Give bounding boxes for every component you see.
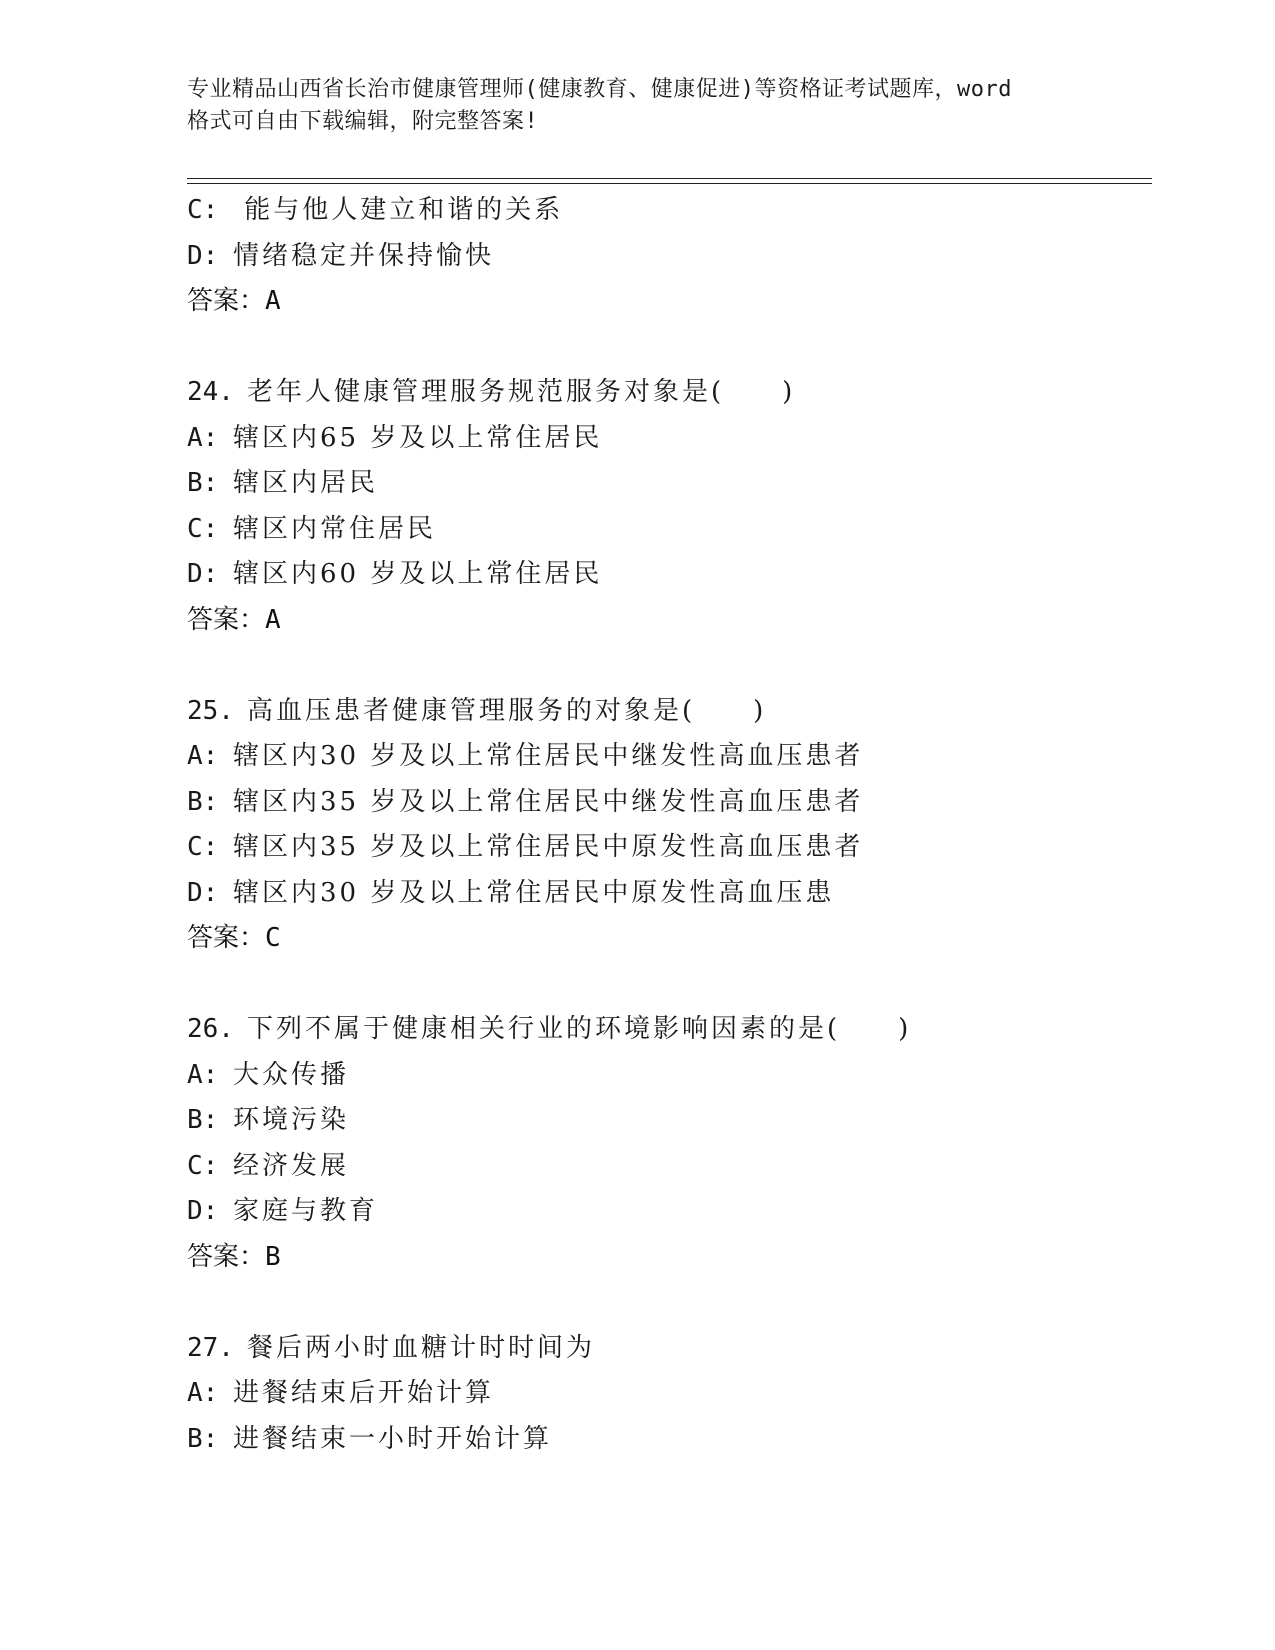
question-stem <box>187 1007 1152 1053</box>
option-label: C: <box>187 513 219 544</box>
option-line <box>187 461 1152 507</box>
question-text: 高血压患者健康管理服务的对象是( ) <box>247 695 767 726</box>
option-label: B: <box>187 468 219 498</box>
answer-line <box>187 916 1152 962</box>
answer-label: 答案： <box>187 286 266 316</box>
question-number: 25. <box>187 695 234 726</box>
option-line <box>187 552 1152 598</box>
option-text: 情绪稳定并保持愉快 <box>233 240 495 271</box>
option-text: 进餐结束后开始计算 <box>233 1378 495 1408</box>
option-label: D: <box>187 877 219 908</box>
option-line <box>187 825 1152 871</box>
option-text: 大众传播 <box>233 1059 350 1090</box>
option-text: 家庭与教育 <box>233 1196 379 1226</box>
option-label: B: <box>187 1105 219 1135</box>
question-stem <box>187 689 1152 735</box>
answer-value: C <box>265 923 281 953</box>
spacer <box>187 325 1152 371</box>
question-text: 老年人健康管理服务规范服务对象是( ) <box>247 377 796 407</box>
question-number: 26. <box>187 1014 234 1044</box>
answer-line <box>187 279 1152 325</box>
continued-question <box>187 188 1152 325</box>
question-26 <box>187 1007 1152 1280</box>
option-line <box>187 234 1152 280</box>
header-line-2: 格式可自由下载编辑，附完整答案! <box>187 109 539 134</box>
option-label: C: <box>187 195 219 225</box>
option-label: B: <box>187 1423 219 1454</box>
option-text: 环境污染 <box>233 1105 350 1135</box>
question-text: 下列不属于健康相关行业的环境影响因素的是( ) <box>247 1014 912 1044</box>
question-27 <box>187 1326 1152 1463</box>
option-label: D: <box>187 1196 219 1226</box>
option-line <box>187 1144 1152 1190</box>
answer-value: B <box>265 1241 281 1272</box>
spacer <box>187 1280 1152 1326</box>
spacer <box>187 962 1152 1008</box>
document-header <box>187 74 1087 138</box>
option-line <box>187 1417 1152 1463</box>
option-label: C: <box>187 1150 219 1181</box>
header-rule-top <box>187 178 1152 179</box>
option-label: D: <box>187 240 219 271</box>
header-line-1: 专业精品山西省长治市健康管理师(健康教育、健康促进)等资格证考试题库，word <box>187 77 1012 102</box>
option-text: 辖区内65 岁及以上常住居民 <box>233 422 603 453</box>
option-text: 辖区内35 岁及以上常住居民中原发性高血压患者 <box>233 832 864 862</box>
option-line <box>187 1053 1152 1099</box>
option-text: 能与他人建立和谐的关系 <box>233 195 564 225</box>
option-text: 辖区内居民 <box>233 468 379 498</box>
option-line <box>187 1371 1152 1417</box>
option-line <box>187 1098 1152 1144</box>
option-text: 辖区内60 岁及以上常住居民 <box>233 559 603 589</box>
question-stem <box>187 370 1152 416</box>
option-label: A: <box>187 741 219 771</box>
option-label: A: <box>187 422 219 453</box>
option-line <box>187 188 1152 234</box>
option-line <box>187 416 1152 462</box>
answer-label: 答案： <box>187 604 266 635</box>
option-text: 辖区内30 岁及以上常住居民中继发性高血压患者 <box>233 741 864 771</box>
answer-value: A <box>265 286 281 316</box>
option-text: 辖区内常住居民 <box>233 513 437 544</box>
spacer <box>187 643 1152 689</box>
option-line <box>187 1189 1152 1235</box>
question-text: 餐后两小时血糖计时时间为 <box>247 1332 596 1363</box>
question-24 <box>187 370 1152 643</box>
option-label: C: <box>187 832 219 862</box>
option-label: A: <box>187 1378 219 1408</box>
option-label: B: <box>187 786 219 817</box>
header-rule-bottom <box>187 183 1152 184</box>
answer-line <box>187 598 1152 644</box>
answer-label: 答案： <box>187 1241 266 1272</box>
option-line <box>187 780 1152 826</box>
question-content <box>187 188 1152 1462</box>
question-number: 27. <box>187 1332 234 1363</box>
option-text: 经济发展 <box>233 1150 350 1181</box>
question-25 <box>187 689 1152 962</box>
option-label: A: <box>187 1059 219 1090</box>
option-label: D: <box>187 559 219 589</box>
answer-value: A <box>265 604 281 635</box>
question-stem <box>187 1326 1152 1372</box>
option-text: 进餐结束一小时开始计算 <box>233 1423 553 1454</box>
option-text: 辖区内35 岁及以上常住居民中继发性高血压患者 <box>233 786 864 817</box>
option-line <box>187 871 1152 917</box>
option-line <box>187 507 1152 553</box>
option-line <box>187 734 1152 780</box>
option-text: 辖区内30 岁及以上常住居民中原发性高血压患 <box>233 877 835 908</box>
answer-label: 答案： <box>187 923 266 953</box>
question-number: 24. <box>187 377 234 407</box>
answer-line <box>187 1235 1152 1281</box>
